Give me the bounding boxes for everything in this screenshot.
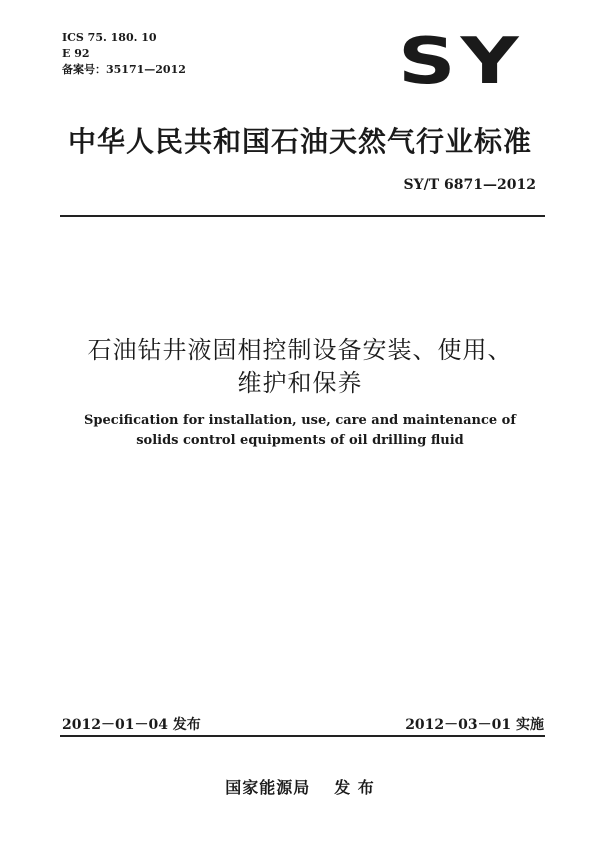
classification-code: E 92 [62,47,90,60]
issue-date: 2012－01－04 发布 [62,717,201,733]
publisher-name: 国家能源局 [225,778,311,797]
record-number: 备案号：35171—2012 [62,63,186,76]
implementation-date: 2012－03－01 实施 [405,717,544,733]
document-title-line-2: 维护和保养 [237,369,363,397]
english-title-line-1: Specification for installation, use, care and maintenance of [84,413,516,428]
industry-standard-title: 中华人民共和国石油天然气行业标准 [67,125,532,158]
publisher [0,775,600,798]
publisher-action: 发 布 [334,778,375,797]
ics-code: ICS 75. 180. 10 [62,31,157,44]
english-title-line-2: solids control equipments of oil drilling fluid [136,433,464,448]
document-title-line-1: 石油钻井液固相控制设备安装、使用、 [87,336,513,364]
document-meta [62,30,186,78]
standard-code: SY/T 6871—2012 [403,177,536,193]
bottom-divider [60,735,545,737]
sy-logo: SY [398,25,524,99]
top-divider [60,215,545,217]
